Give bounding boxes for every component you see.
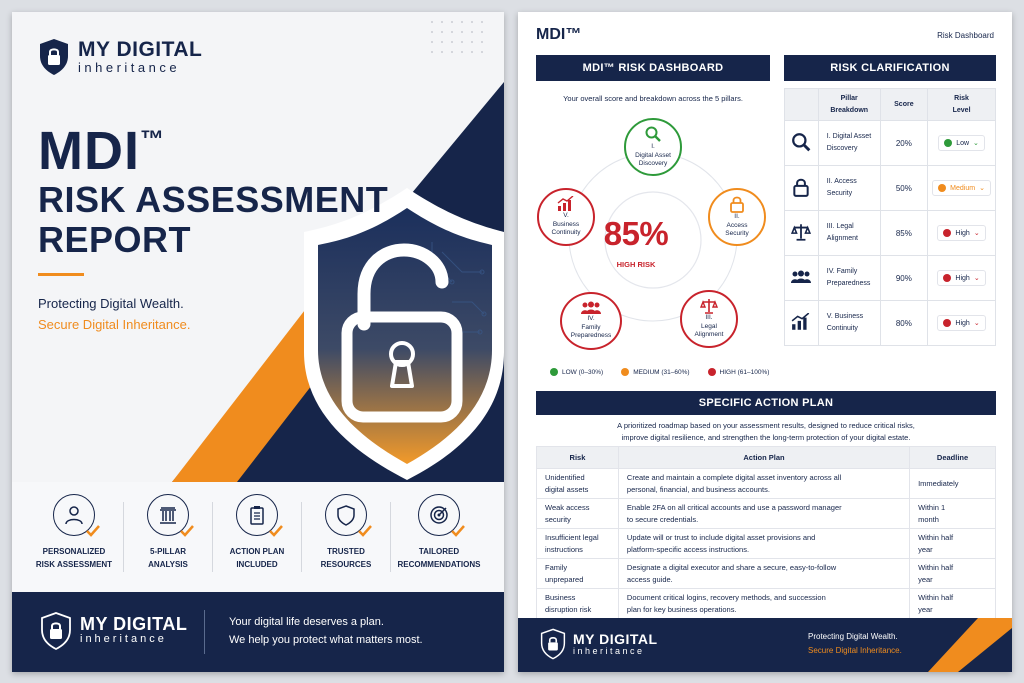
footer-tagline-1: Protecting Digital Wealth. [808, 632, 898, 641]
score-column-header: Score [880, 89, 928, 121]
pillar-number: IV. [587, 315, 595, 323]
risk-level-select[interactable]: Medium ⌄ [932, 180, 991, 196]
pillar-name-line-2: Alignment [694, 331, 724, 339]
pillar-number: II. [734, 213, 740, 221]
clipboard-icon [246, 504, 268, 526]
risk-level-select[interactable]: High ⌄ [937, 225, 985, 241]
dashboard-footer [518, 618, 1012, 672]
icon-column-header [785, 89, 819, 121]
title-mdi: MDI [38, 121, 140, 181]
footer-brand-logo [40, 612, 187, 650]
target-icon [428, 504, 450, 526]
growth-chart-icon [791, 313, 811, 331]
pillar-name-line-2: Preparedness [570, 332, 612, 340]
overall-score: 85% [603, 215, 669, 252]
title-line-1: RISK ASSESSMENT [38, 179, 389, 220]
action-plan-title: SPECIFIC ACTION PLAN [536, 391, 996, 415]
check-icon [451, 525, 465, 537]
shield-lock-icon [38, 38, 70, 76]
footer-message-line-2: We help you protect what matters most. [229, 634, 423, 646]
feature-line-1: PERSONALIZED [42, 547, 106, 556]
brand-subtitle: inheritance [78, 59, 181, 75]
check-icon [269, 525, 283, 537]
risk-legend [550, 368, 769, 376]
padlock-icon [729, 195, 745, 213]
table-row: Family unprepared Designate a digital executor and share a secure, easy-to-follow access guide. Within half year [537, 559, 996, 589]
feature-trusted [302, 494, 390, 572]
dashboard-page [518, 12, 1012, 672]
feature-line-2: RISK ASSESSMENT [35, 559, 113, 569]
pillar-name-line-1: Access [726, 221, 748, 229]
legend-medium: MEDIUM (31–60%) [621, 368, 689, 376]
feature-line-2: INCLUDED [236, 559, 278, 569]
family-icon [580, 301, 602, 315]
pillar-name-line-2: Discovery [638, 160, 668, 168]
dashboard-subtitle: Your overall score and breakdown across the 5 pillars. [563, 94, 743, 103]
footer-brand-name: MY DIGITAL [80, 614, 188, 635]
overall-score-label: HIGH RISK [616, 260, 656, 269]
magnifier-icon [644, 125, 662, 143]
cover-page [12, 12, 504, 672]
risk-clarification-table [784, 88, 996, 346]
pillar-icon [157, 504, 179, 526]
pillar-name-line-1: Business [552, 220, 580, 228]
table-row: Unidentified digital assets Create and maintain a complete digital asset inventory across all personal, financial, and business accounts. Immediately [537, 469, 996, 499]
footer-brand-subtitle: inheritance [80, 633, 167, 646]
pillar-node-5 [537, 188, 595, 246]
chevron-down-icon: ⌄ [973, 320, 980, 327]
pillar-node-4 [560, 292, 622, 350]
risk-level-select[interactable]: High ⌄ [937, 270, 985, 286]
feature-personalized [30, 494, 118, 572]
cover-brand-logo [38, 38, 202, 76]
check-icon [358, 525, 372, 537]
feature-line-2: RESOURCES [320, 559, 372, 569]
feature-line-1: TRUSTED [327, 547, 365, 556]
table-row: Weak access security Enable 2FA on all critical accounts and use a password manager to secure credentials. Within 1 month [537, 499, 996, 529]
title-trademark: ™ [139, 126, 165, 153]
risk-level-select[interactable]: High ⌄ [937, 315, 985, 331]
pillar-number: I. [651, 143, 655, 151]
table-row: IV. Family Preparedness 90% High ⌄ [785, 256, 996, 301]
dashboard-title: MDI™ RISK DASHBOARD [536, 55, 770, 81]
table-row: Business disruption risk Document critical logins, recovery methods, and succession plan for key business operations. Within half year [537, 589, 996, 619]
person-icon [63, 504, 85, 526]
title-accent-rule [38, 273, 84, 276]
footer-tagline-2: Secure Digital Inheritance. [808, 646, 902, 655]
chevron-down-icon: ⌄ [973, 140, 979, 147]
feature-action-plan [213, 494, 301, 572]
shield-lock-icon [40, 612, 72, 650]
footer-brand-subtitle: inheritance [573, 645, 645, 656]
chevron-down-icon: ⌄ [979, 185, 985, 192]
cover-title [38, 121, 389, 260]
pillar-name-line-1: Digital Asset [635, 151, 671, 159]
check-icon [86, 525, 100, 537]
pillar-name-line-2: Security [725, 230, 749, 238]
family-icon [790, 270, 812, 284]
check-icon [180, 525, 194, 537]
table-row: I. Digital Asset Discovery 20% Low ⌄ [785, 121, 996, 166]
feature-line-2: RECOMMENDATIONS [397, 559, 481, 569]
footer-divider [204, 610, 205, 654]
table-row: V. Business Continuity 80% High ⌄ [785, 301, 996, 346]
footer-brand-name: MY DIGITAL [573, 630, 658, 647]
padlock-icon [792, 177, 810, 197]
title-line-2: REPORT [38, 218, 192, 260]
brand-name: MY DIGITAL [78, 37, 203, 61]
feature-line-1: ACTION PLAN [229, 547, 285, 556]
feature-line-2: ANALYSIS [148, 559, 188, 569]
legend-low: LOW (0–30%) [550, 368, 603, 376]
footer-brand-logo [540, 628, 658, 660]
cover-footer [12, 592, 504, 672]
table-row: Insufficient legal instructions Update will or trust to include digital asset provisions and platform-specific access instructions. Within half year [537, 529, 996, 559]
growth-chart-icon [557, 196, 575, 212]
pillar-column-header: Pillar Breakdown [818, 89, 880, 121]
page-logo: MDI™ [536, 26, 582, 43]
page-header-label: Risk Dashboard [937, 31, 994, 40]
score-cell: 20% [880, 121, 928, 166]
pillar-name-line-1: Legal [701, 322, 717, 330]
table-row: III. Legal Alignment 85% High ⌄ [785, 211, 996, 256]
legend-high: HIGH (61–100%) [708, 368, 770, 376]
scales-icon [791, 223, 811, 241]
action-column-header: Action Plan [618, 447, 909, 469]
pillar-name-line-1: Family [581, 323, 601, 331]
pillar-node-1 [624, 118, 682, 176]
table-row: II. Access Security 50% Medium ⌄ [785, 166, 996, 211]
pillar-node-3 [680, 290, 738, 348]
pillar-number: III. [705, 314, 713, 322]
footer-message-line-1: Your digital life deserves a plan. [229, 616, 384, 628]
risk-column-header: Risk [537, 447, 619, 469]
scales-icon [700, 298, 718, 314]
pillar-name-line-2: Continuity [551, 229, 581, 237]
score-cell: 80% [880, 301, 928, 346]
pillar-number: V. [563, 212, 569, 220]
feature-tailored [391, 494, 487, 572]
deadline-column-header: Deadline [910, 447, 996, 469]
risk-clarification-title: RISK CLARIFICATION [784, 55, 996, 81]
pillar-node-2 [708, 188, 766, 246]
risk-level-select[interactable]: Low ⌄ [938, 135, 985, 151]
tagline-primary: Protecting Digital Wealth. [38, 296, 184, 311]
feature-5-pillar [124, 494, 212, 572]
chevron-down-icon: ⌄ [973, 230, 980, 237]
level-column-header: Risk Level [928, 89, 996, 121]
score-cell: 90% [880, 256, 928, 301]
score-cell: 50% [880, 166, 928, 211]
chevron-down-icon: ⌄ [973, 275, 980, 282]
score-cell: 85% [880, 211, 928, 256]
feature-line-1: 5-PILLAR [150, 547, 186, 556]
shield-icon [335, 504, 357, 526]
tagline-secondary: Secure Digital Inheritance. [38, 317, 191, 332]
magnifier-icon [791, 132, 811, 152]
shield-lock-icon [540, 628, 566, 660]
action-plan-intro: A prioritized roadmap based on your assessment results, designed to reduce critical risks, improve digital resilience, and strengthen the long-term protection of your digital estate. [617, 421, 915, 442]
feature-line-1: TAILORED [418, 547, 460, 556]
action-plan-table [536, 446, 996, 619]
